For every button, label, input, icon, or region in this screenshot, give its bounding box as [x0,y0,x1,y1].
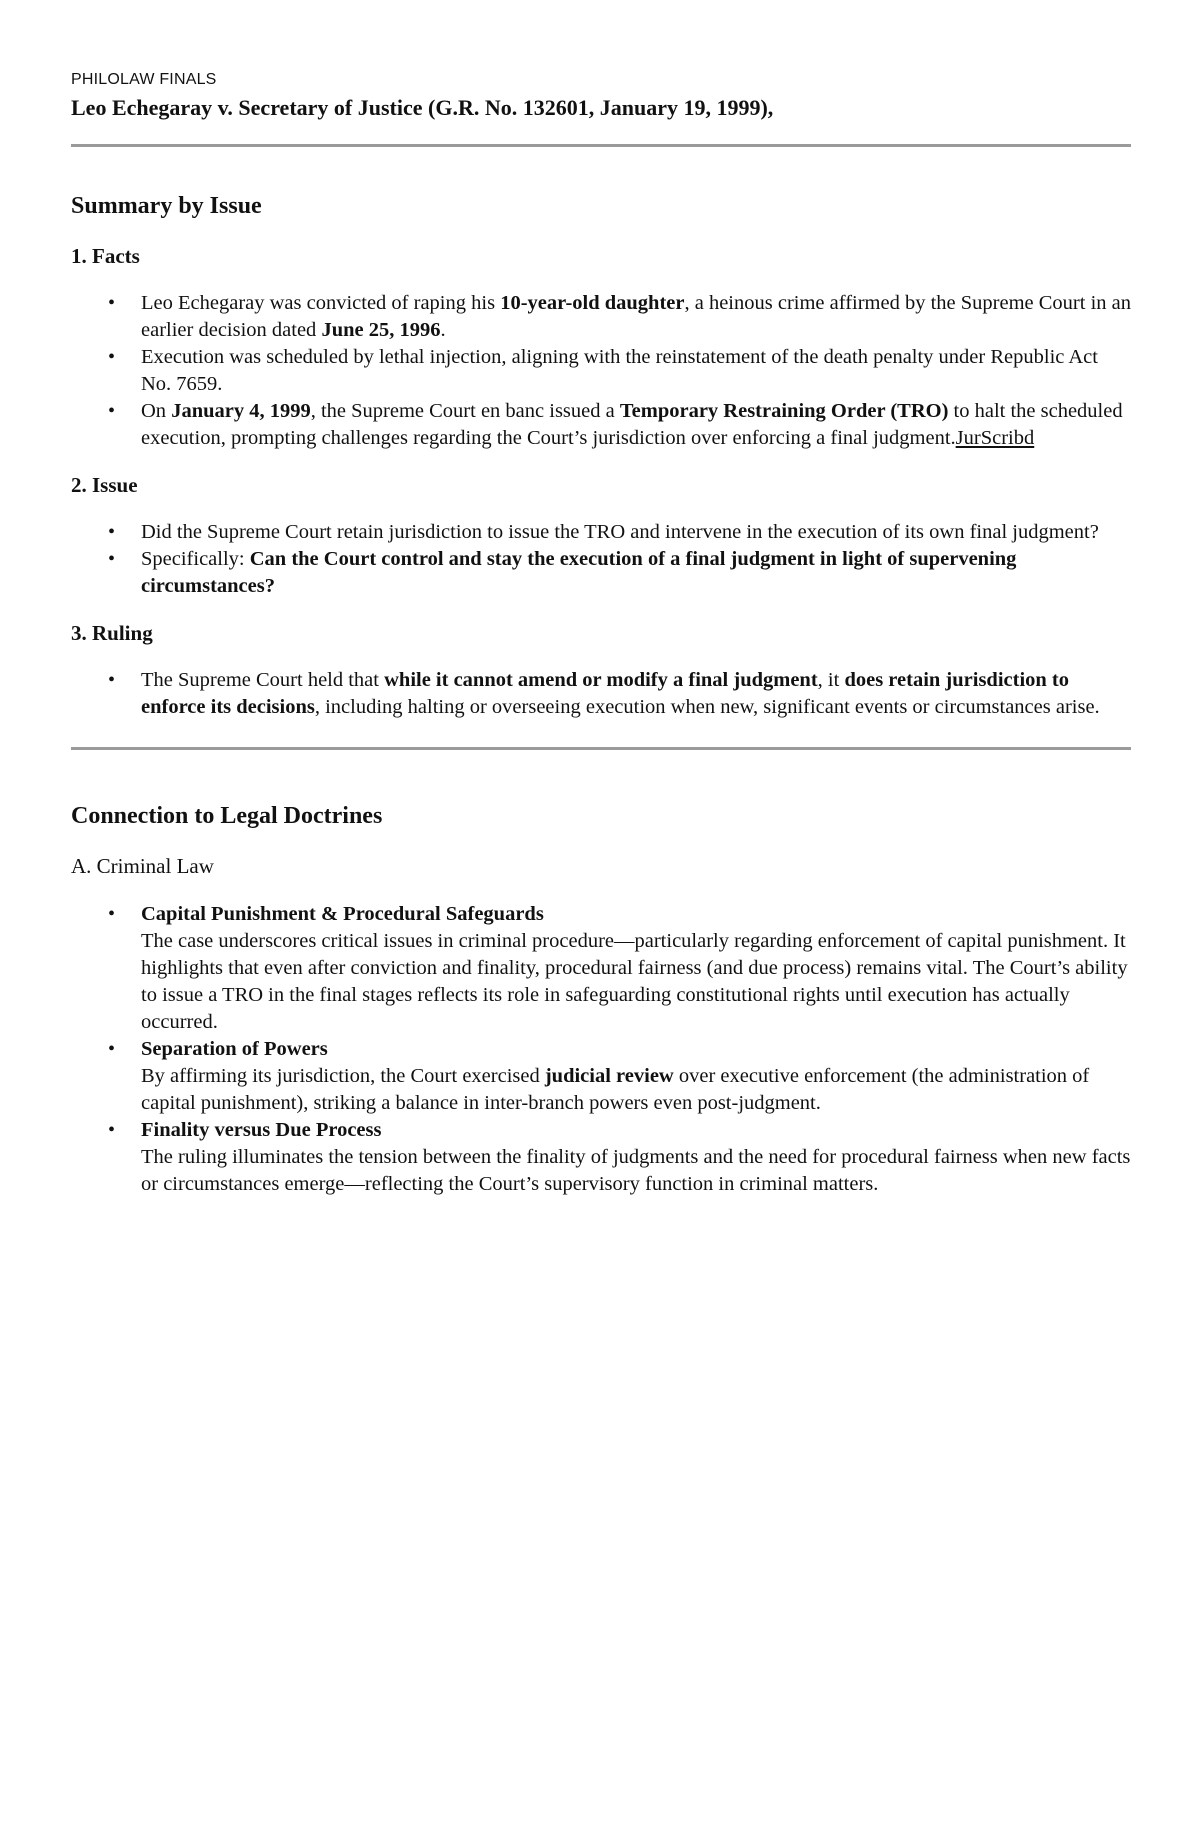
source-link[interactable]: JurScribd [955,427,1035,449]
issue-heading: 2. Issue [71,473,138,497]
summary-heading: Summary by Issue [71,193,262,219]
doctrines-heading: Connection to Legal Doctrines [71,803,383,829]
list-item: • Specifically: Can the Court control and stay the execution of a final judgment in light of supervening circumstances? [141,546,1131,600]
list-item [141,1036,1131,1117]
criminal-law-heading: A. Criminal Law [71,854,214,878]
list-item [141,901,1131,1036]
doctrine-title: • Capital Punishment & Procedural Safeguards [141,903,544,925]
ruling-list [71,667,1131,721]
doctrine-title: • Separation of Powers [141,1038,328,1060]
list-item: • Leo Echegaray was convicted of raping his 10-year-old daughter, a heinous crime affirmed by the Supreme Court in an earlier decision dated June 25, 1996. [141,290,1131,344]
list-item: • The Supreme Court held that while it cannot amend or modify a final judgment, it does retain jurisdiction to enforce its decisions, including halting or overseeing execution when new, significant events or circumstances arise. [141,667,1131,721]
facts-list [71,290,1131,452]
doctrine-body: The ruling illuminates the tension between the finality of judgments and the need for procedural fairness when new facts or circumstances emerge—reflecting the Court’s supervisory function in criminal matters. [141,1146,1131,1195]
list-item: • Execution was scheduled by lethal injection, aligning with the reinstatement of the death penalty under Republic Act No. 7659. [141,344,1131,398]
issue-list [71,519,1131,600]
list-item [141,1117,1131,1198]
list-item: • On January 4, 1999, the Supreme Court en banc issued a Temporary Restraining Order (TRO) to halt the scheduled execution, prompting challenges regarding the Court’s jurisdiction over enforcing a final judgment.JurScribd [141,398,1131,452]
doctrine-body: By affirming its jurisdiction, the Court exercised judicial review over executive enforcement (the administration of capital punishment), striking a balance in inter-branch powers even post-judgment. [141,1065,1090,1114]
doctrine-title: • Finality versus Due Process [141,1119,382,1141]
case-title: Leo Echegaray v. Secretary of Justice (G.R. No. 132601, January 19, 1999), [71,95,774,120]
list-item: • Did the Supreme Court retain jurisdiction to issue the TRO and intervene in the execution of its own final judgment? [141,519,1131,546]
facts-heading: 1. Facts [71,244,140,268]
doctrines-list [71,901,1131,1198]
ruling-heading: 3. Ruling [71,621,153,645]
document-page [71,70,1131,1198]
course-label: PHILOLAW FINALS [71,71,217,88]
doctrine-body: The case underscores critical issues in criminal procedure—particularly regarding enforcement of capital punishment. It highlights that even after conviction and finality, procedural fairness (and due process) remains vital. The Court’s ability to issue a TRO in the final stages reflects its role in safeguarding constitutional rights until execution has actually occurred. [141,930,1128,1033]
